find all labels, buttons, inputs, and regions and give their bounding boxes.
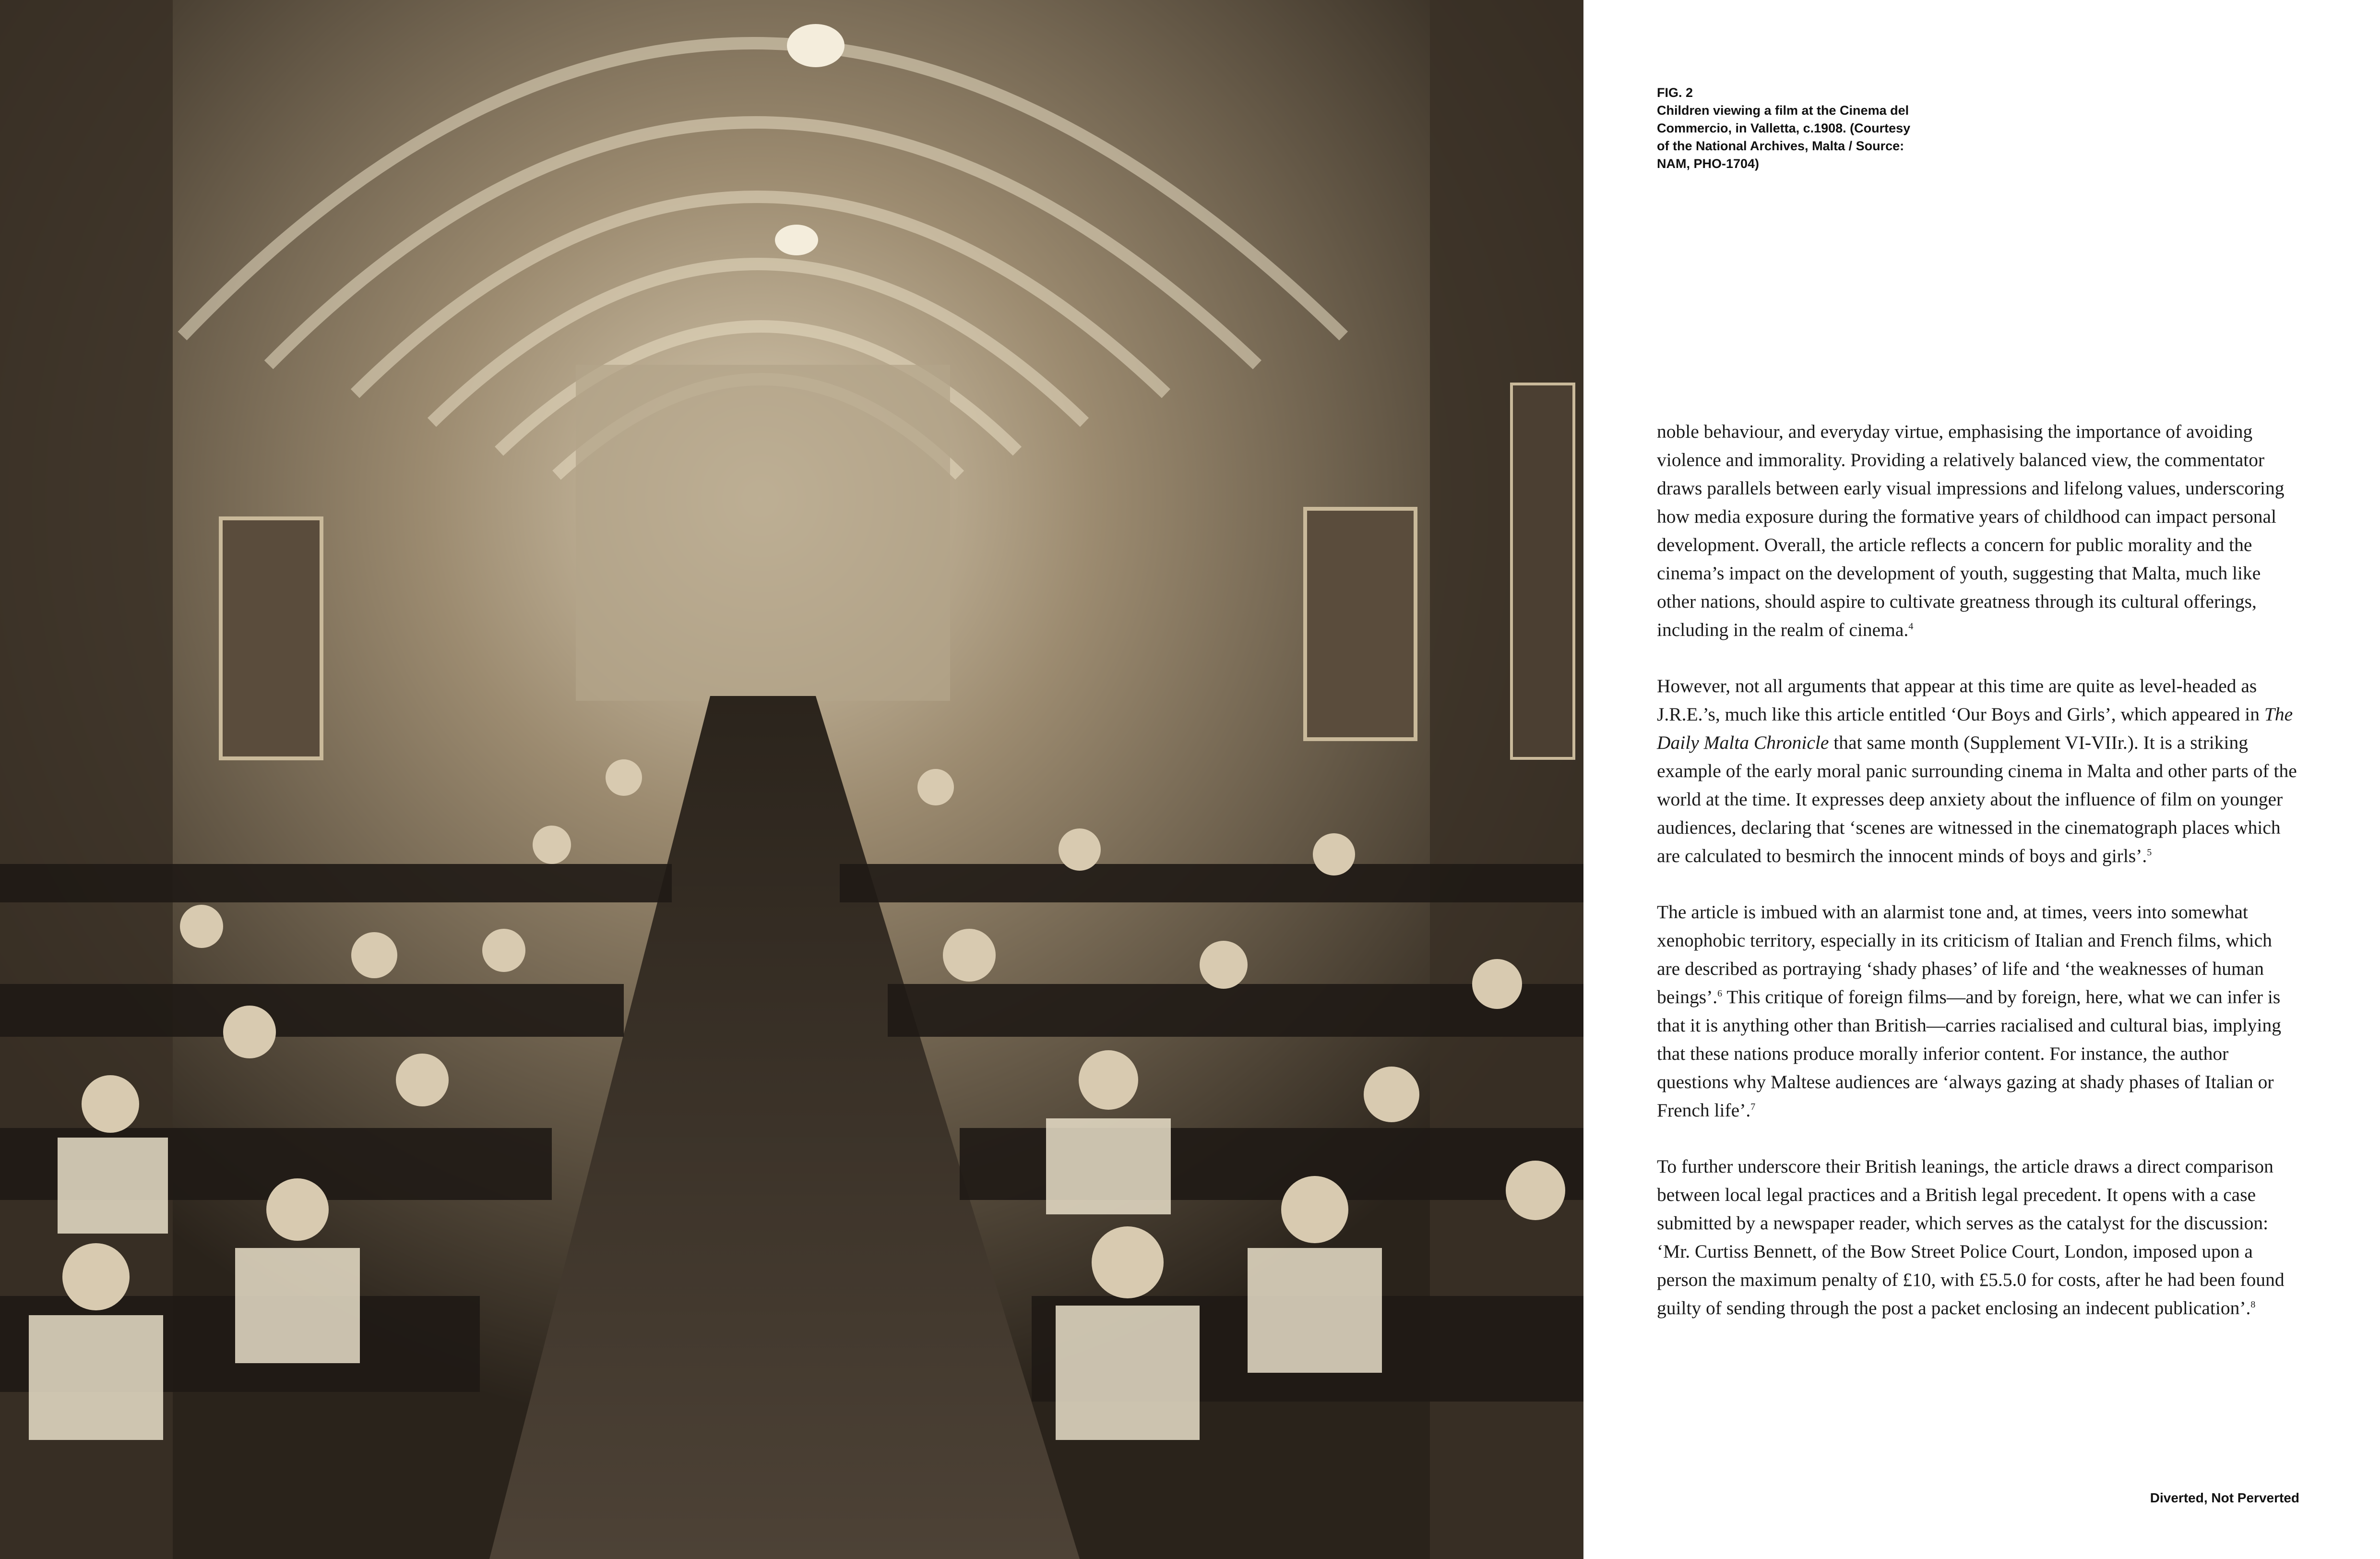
figure-caption-text: Children viewing a film at the Cinema del Commercio, in Valletta, c.1908. (Courtesy of the National Archives, Malta / Source: NAM, PHO-1704) [1657, 103, 1911, 171]
footnote-ref: 5 [2147, 847, 2152, 858]
wall-panel [221, 518, 321, 758]
paragraph: noble behaviour, and everyday virtue, emphasising the importance of avoiding violence and immorality. Providing a relatively balanced view, the commentator draws parallels between early visual impressions and lifelong values, underscoring how media exposure during the formative years of childhood can impact personal development. Overall, the article reflects a concern for public morality and the cinema’s impact on the development of youth, suggesting that Malta, much like other nations, should aspire to cultivate greatness through its cultural offerings, including in the realm of cinema.$^4$ [1657, 421, 2285, 640]
wall-panel [1305, 509, 1416, 739]
footnote-ref: 6 [1717, 988, 1723, 999]
back-wall [576, 365, 950, 701]
running-title: Diverted, Not Perverted [2150, 1490, 2299, 1505]
article-body [1657, 418, 2300, 1350]
footnote-ref: 8 [2250, 1299, 2256, 1310]
publication-title: The Daily Malta Chronicle [1657, 704, 2293, 753]
ceiling-lamp-icon [775, 225, 818, 255]
footnote-ref: 7 [1750, 1101, 1756, 1112]
paragraph: To further underscore their British leanings, the article draws a direct comparison between local legal practices and a British legal precedent. It opens with a case submitted by a newspaper reader, which serves as the catalyst for the discussion: ‘Mr. Curtiss Bennett, of the Bow Street Police Court, London, imposed upon a person the maximum penalty of £10, with £5.5.0 for costs, after he had been found guilty of sending through the post a packet enclosing an indecent publication’.$^8$ [1657, 1156, 2285, 1319]
figure-caption [1657, 84, 1926, 173]
figure-label: FIG. 2 [1657, 85, 1693, 100]
footnote-ref: 4 [1908, 621, 1914, 632]
wall-panel [1511, 384, 1574, 758]
paragraph: The article is imbued with an alarmist tone and, at times, veers into somewhat xenophobic territory, especially in its criticism of Italian and French films, which are described as portraying ‘shady phases’ of life and ‘the weaknesses of human beings’.$^6$ This critique of foreign films—and by foreign, here, what we can infer is that it is anything other than British—carries racialised and cultural bias, implying that these nations produce morally inferior content. For instance, the author questions why Maltese audiences are ‘always gazing at shady phases of Italian or French life’.$^7$ [1657, 901, 2281, 1121]
paragraph: However, not all arguments that appear at this time are quite as level-headed as J.R.E.’s, much like this article entitled ‘Our Boys and Girls’, which appeared in The Daily Malta Chronicle that same month (Supplement VI-VIIr.). It is a striking example of the early moral panic surrounding cinema in Malta and other parts of the world at the time. It expresses deep anxiety about the influence of film on younger audiences, declaring that ‘scenes are witnessed in the cinematograph places which are calculated to besmirch the innocent minds of boys and girls’.$^5$ [1657, 675, 2297, 866]
ceiling-lamp-icon [787, 24, 845, 67]
